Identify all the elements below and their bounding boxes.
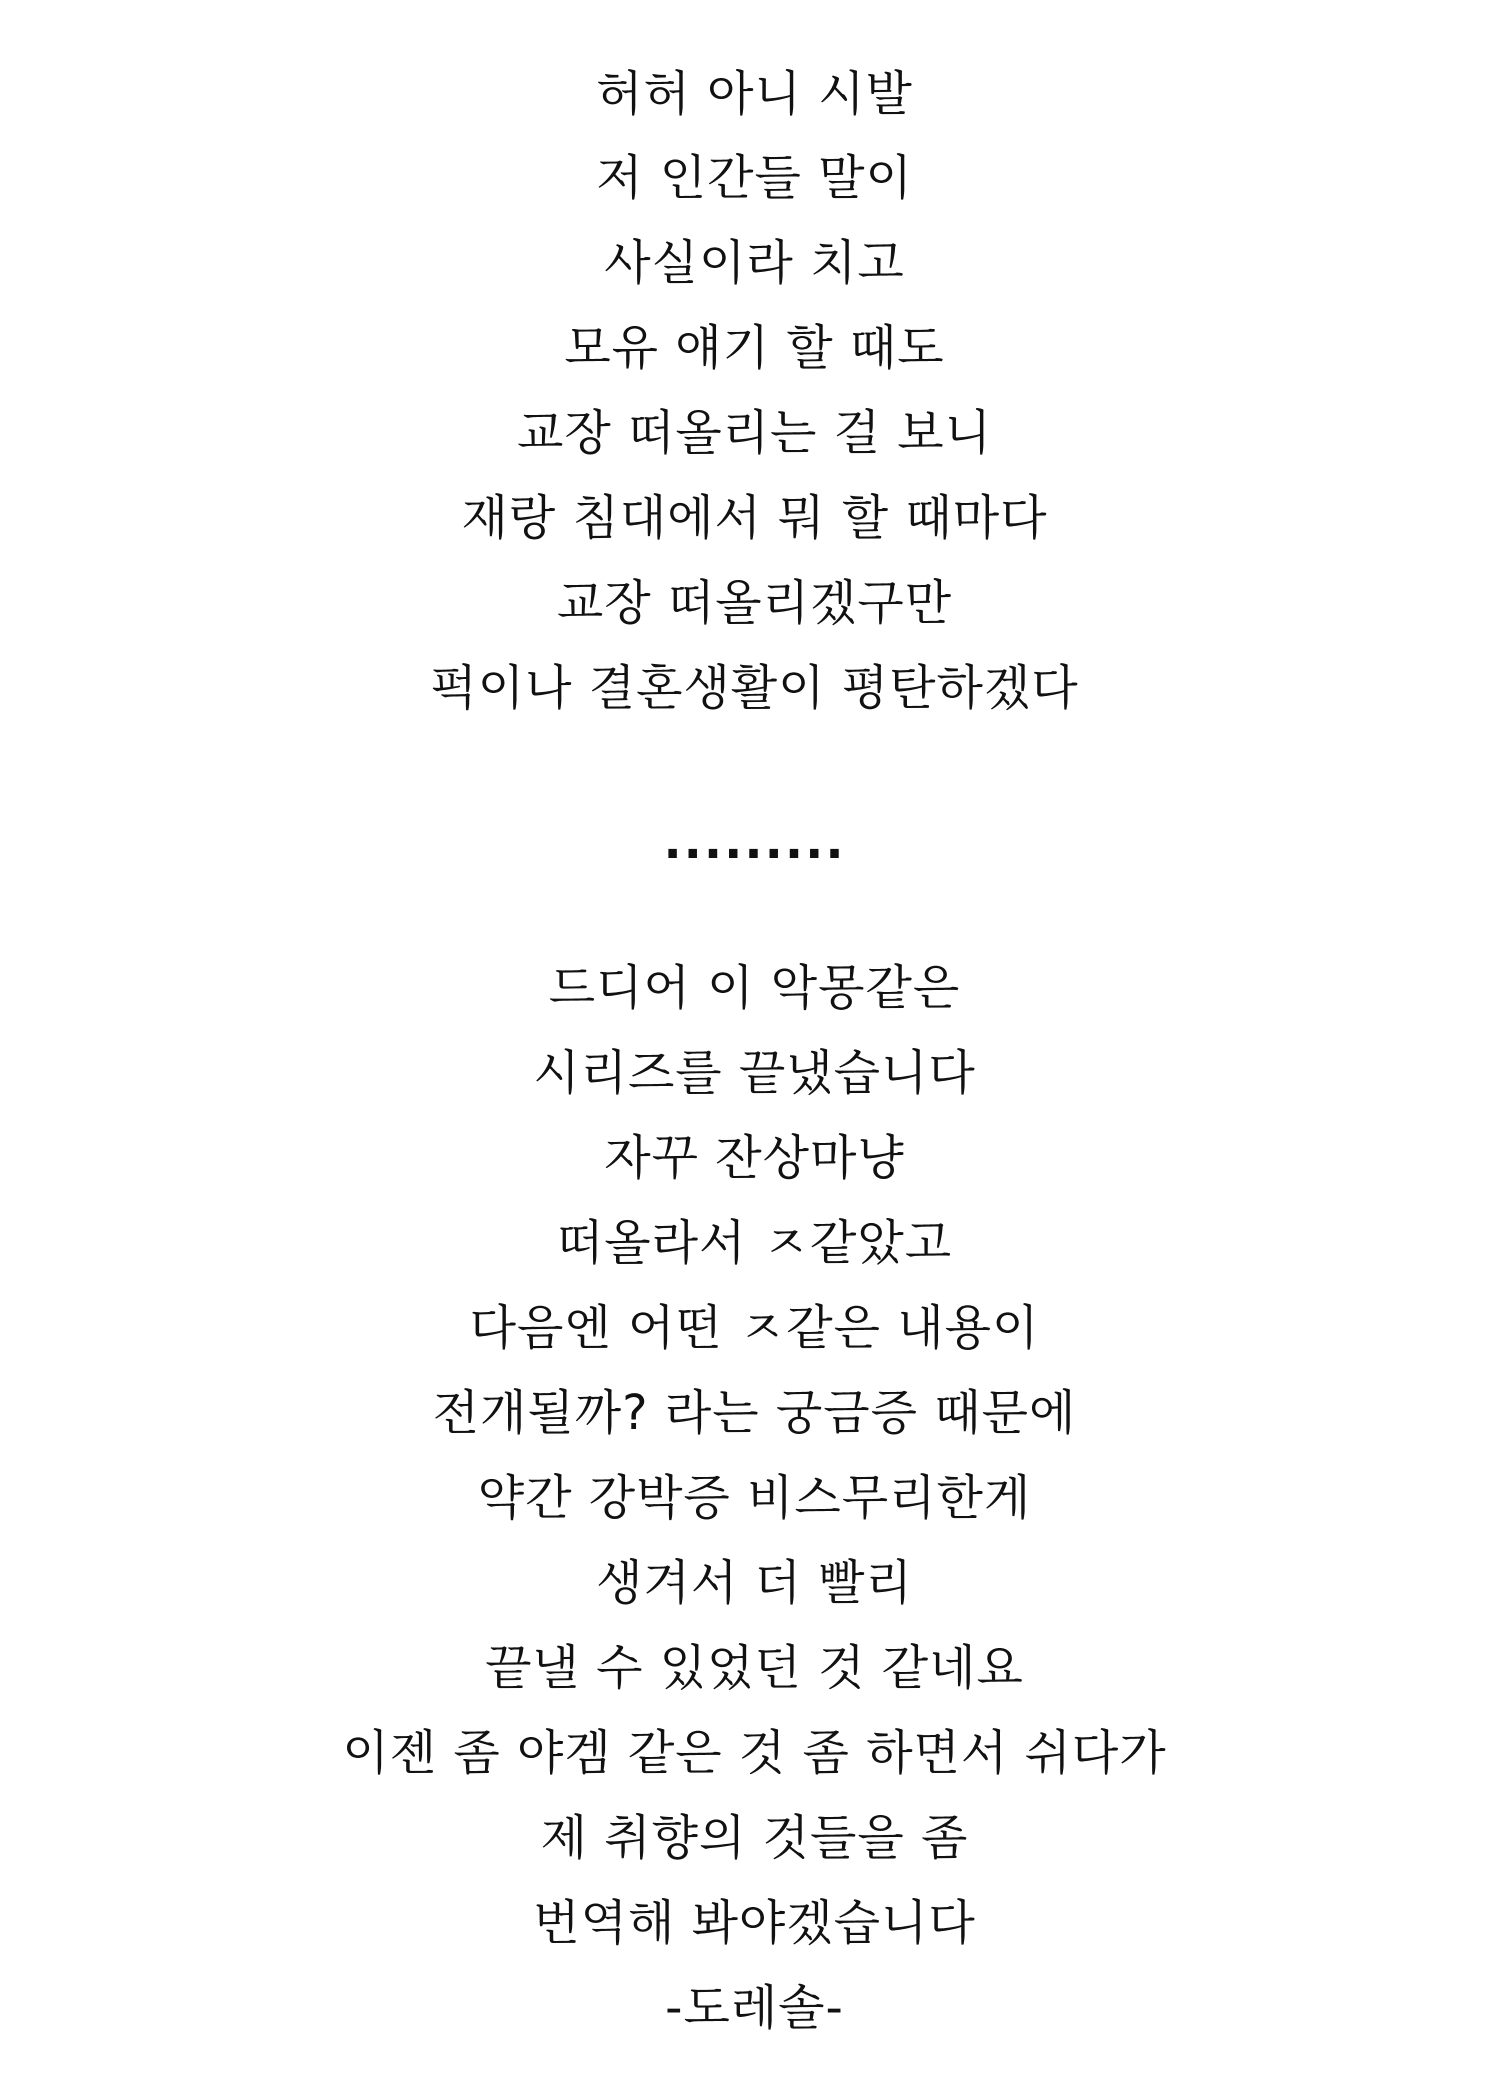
section-separator: ......... [663, 814, 846, 870]
text-line: 허허 아니 시발 [596, 66, 913, 122]
text-line: 재랑 침대에서 뭐 할 때마다 [461, 490, 1048, 546]
text-line: 약간 강박증 비스무리한게 [477, 1470, 1032, 1526]
text-line: 퍽이나 결혼생활이 평탄하겠다 [430, 660, 1079, 716]
text-line: 끝낼 수 있었던 것 같네요 [485, 1640, 1024, 1696]
text-line: 교장 떠올리는 걸 보니 [516, 405, 993, 461]
text-line: 이젠 좀 야겜 같은 것 좀 하면서 쉬다가 [342, 1725, 1167, 1781]
text-line: 모유 얘기 할 때도 [564, 320, 945, 376]
text-line: 다음엔 어떤 ㅈ같은 내용이 [469, 1300, 1040, 1356]
text-line: 전개될까? 라는 궁금증 때문에 [432, 1385, 1077, 1441]
text-line: 번역해 봐야겠습니다 [533, 1895, 976, 1951]
text-line: 시리즈를 끝냈습니다 [533, 1045, 976, 1101]
text-line: 저 인간들 말이 [596, 150, 913, 206]
text-line: 생겨서 더 빨리 [596, 1555, 913, 1611]
text-line: 드디어 이 악몽같은 [548, 960, 961, 1016]
text-line: 떠올라서 ㅈ같았고 [556, 1215, 953, 1271]
text-line: 자꾸 잔상마냥 [604, 1130, 905, 1186]
text-line: 제 취향의 것들을 좀 [540, 1810, 969, 1866]
text-line: 교장 떠올리겠구만 [556, 575, 953, 631]
signature: -도레솔- [665, 1980, 844, 2036]
text-line: 사실이라 치고 [604, 235, 905, 291]
